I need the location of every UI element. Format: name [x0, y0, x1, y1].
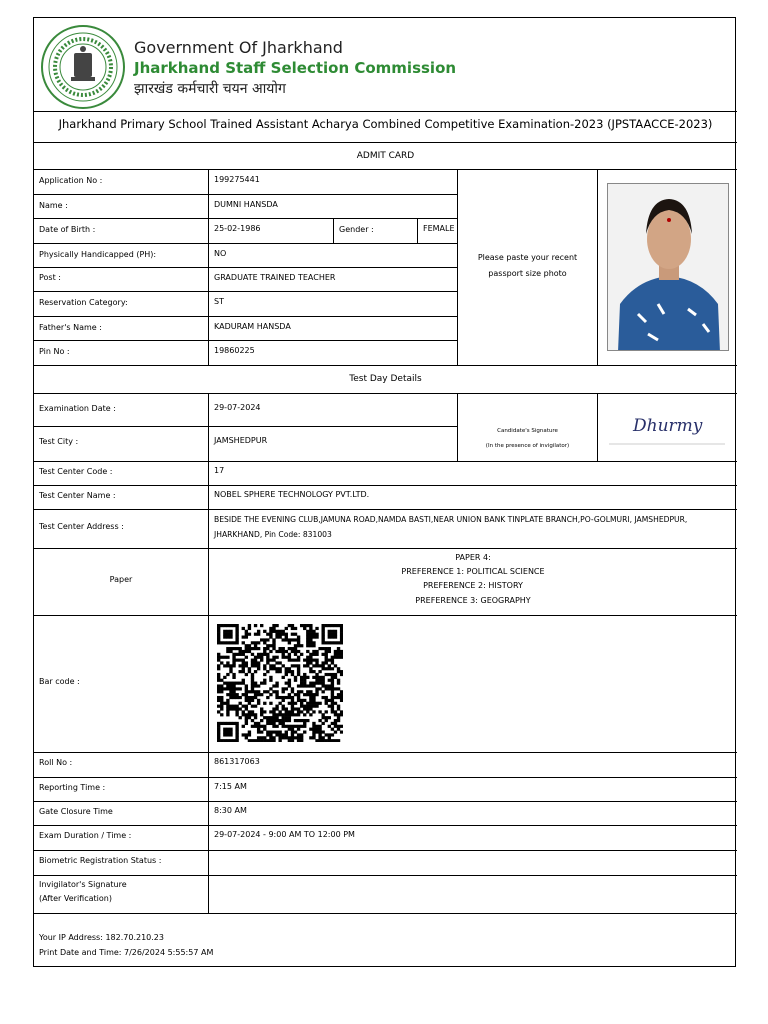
- qr-code: [217, 624, 343, 742]
- center-address-line2: JHARKHAND, Pin Code: 831003: [214, 530, 332, 539]
- candidate-photo: [607, 183, 729, 351]
- ph-label: Physically Handicapped (PH):: [39, 250, 157, 259]
- ph-value: NO: [214, 249, 227, 258]
- pin-label: Pin No :: [39, 347, 70, 356]
- father-name-label: Father's Name :: [39, 323, 102, 332]
- admit-card-title: ADMIT CARD: [356, 151, 415, 161]
- gender-label: Gender :: [339, 225, 374, 234]
- commission-title-hindi: झारखंड कर्मचारी चयन आयोग: [134, 81, 286, 97]
- post-label: Post :: [39, 273, 61, 282]
- invigilator-label-line1: Invigilator's Signature: [39, 880, 127, 889]
- biometric-label: Biometric Registration Status :: [39, 856, 162, 865]
- signature-note-line1: Candidate's Signature: [497, 428, 558, 434]
- roll-no-value: 861317063: [214, 757, 260, 766]
- dob-value: 25-02-1986: [214, 224, 261, 233]
- father-name-value: KADURAM HANSDA: [214, 322, 291, 331]
- test-day-title: Test Day Details: [349, 374, 422, 384]
- roll-no-label: Roll No :: [39, 758, 73, 767]
- post-value: GRADUATE TRAINED TEACHER: [214, 273, 336, 282]
- center-name-value: NOBEL SPHERE TECHNOLOGY PVT.LTD.: [214, 490, 370, 499]
- center-address-label: Test Center Address :: [39, 522, 124, 531]
- signature-text: Dhurmy: [633, 416, 703, 436]
- test-city-label: Test City :: [39, 437, 79, 446]
- exam-date-label: Examination Date :: [39, 404, 116, 413]
- paper-line: PAPER 4:: [455, 553, 491, 562]
- reporting-time-label: Reporting Time :: [39, 783, 106, 792]
- reservation-value: ST: [214, 297, 224, 306]
- commission-title: Jharkhand Staff Selection Commission: [134, 59, 457, 77]
- pin-value: 19860225: [214, 346, 255, 355]
- signature-note-line2: (In the presence of invigilator): [485, 443, 570, 449]
- center-name-label: Test Center Name :: [39, 491, 116, 500]
- print-date-time: Print Date and Time: 7/26/2024 5:55:57 AM: [39, 948, 214, 957]
- exam-date-value: 29-07-2024: [214, 403, 261, 412]
- gate-closure-value: 8:30 AM: [214, 806, 247, 815]
- gender-value: FEMALE: [423, 224, 455, 233]
- reservation-label: Reservation Category:: [39, 298, 128, 307]
- jssc-seal-logo: [41, 25, 125, 109]
- photo-note-line2: passport size photo: [488, 269, 567, 278]
- candidate-signature: [603, 404, 731, 450]
- name-label: Name :: [39, 201, 68, 210]
- barcode-label: Bar code :: [39, 677, 80, 686]
- center-address-line1: BESIDE THE EVENING CLUB,JAMUNA ROAD,NAMDA BASTI,NEAR UNION BANK TINPLATE BRANCH,PO-GOLMURI, JAMSHEDPUR,: [214, 515, 688, 524]
- exam-title: Jharkhand Primary School Trained Assistant Acharya Combined Competitive Examination-2023 (JPSTAACCE-2023): [58, 117, 713, 131]
- paper-label: Paper: [109, 575, 133, 584]
- exam-duration-label: Exam Duration / Time :: [39, 831, 132, 840]
- invigilator-label-line2: (After Verification): [39, 894, 112, 903]
- reporting-time-value: 7:15 AM: [214, 782, 247, 791]
- ip-address: Your IP Address: 182.70.210.23: [39, 933, 164, 942]
- application-no-label: Application No :: [39, 176, 103, 185]
- govt-title: Government Of Jharkhand: [134, 38, 343, 57]
- test-city-value: JAMSHEDPUR: [214, 436, 268, 445]
- name-value: DUMNI HANSDA: [214, 200, 278, 209]
- application-no-value: 199275441: [214, 175, 260, 184]
- paper-line: PREFERENCE 2: HISTORY: [423, 581, 523, 590]
- center-code-value: 17: [214, 466, 225, 475]
- center-code-label: Test Center Code :: [39, 467, 113, 476]
- paper-line: PREFERENCE 1: POLITICAL SCIENCE: [401, 567, 545, 576]
- dob-label: Date of Birth :: [39, 225, 96, 234]
- admit-card: [33, 17, 736, 967]
- exam-duration-value: 29-07-2024 - 9:00 AM TO 12:00 PM: [214, 830, 355, 839]
- photo-note-line1: Please paste your recent: [477, 253, 578, 262]
- paper-line: PREFERENCE 3: GEOGRAPHY: [415, 596, 531, 605]
- gate-closure-label: Gate Closure Time: [39, 807, 113, 816]
